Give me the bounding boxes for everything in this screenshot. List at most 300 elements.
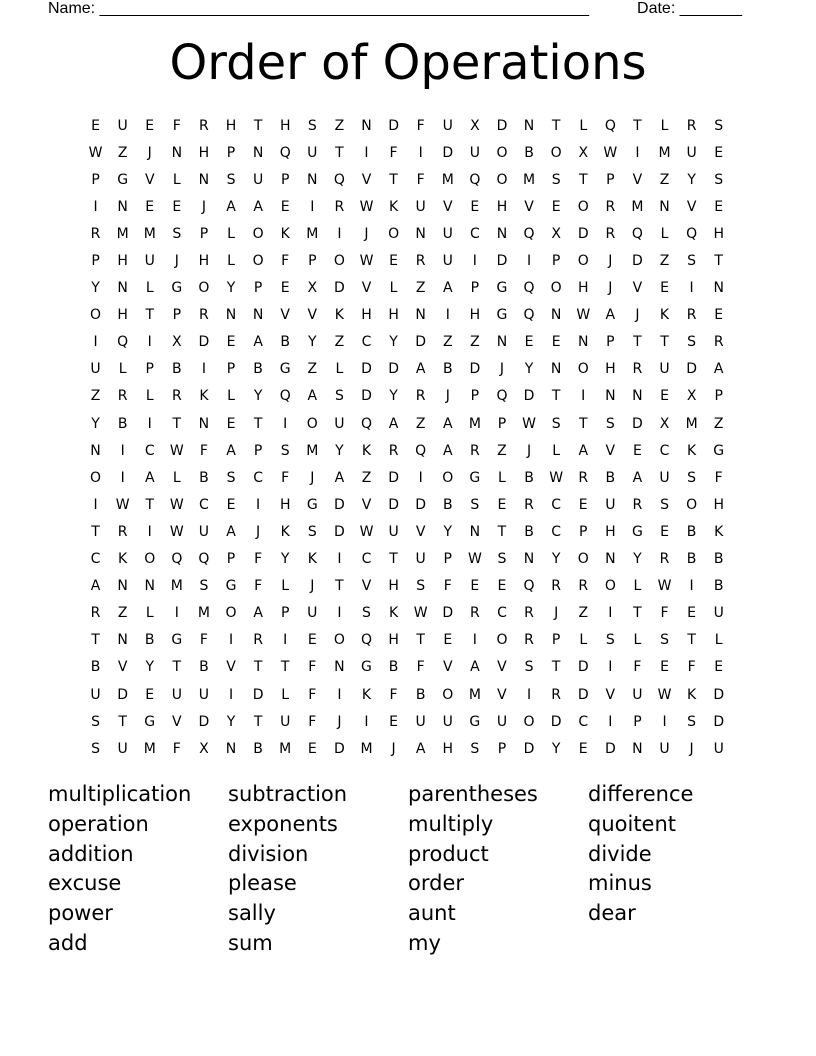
grid-letter: I: [228, 632, 234, 649]
grid-letter: I: [608, 713, 613, 730]
grid-letter: P: [226, 361, 236, 378]
grid-letter: E: [714, 307, 724, 324]
grid-letter: V: [280, 307, 290, 324]
grid-letter: O: [442, 469, 454, 486]
grid-letter: T: [91, 523, 100, 540]
grid-letter: U: [686, 144, 697, 161]
grid-letter: P: [714, 388, 723, 405]
grid-letter: D: [415, 334, 427, 351]
grid-letter: S: [714, 171, 724, 188]
grid-letter: M: [468, 415, 481, 432]
grid-letter: Q: [523, 280, 535, 297]
grid-letter: T: [389, 551, 398, 568]
grid-letter: F: [389, 686, 398, 703]
grid-letter: L: [227, 253, 235, 270]
grid-letter: J: [147, 144, 152, 161]
grid-letter: W: [169, 442, 184, 459]
grid-letter: F: [714, 469, 723, 486]
grid-letter: I: [283, 415, 288, 432]
grid-letter: N: [117, 578, 128, 595]
grid-letter: Y: [253, 388, 263, 405]
grid-letter: S: [497, 551, 507, 568]
grid-letter: V: [686, 198, 697, 215]
grid-letter: L: [281, 578, 290, 595]
grid-letter: Z: [497, 442, 507, 459]
grid-letter: O: [550, 144, 562, 161]
grid-letter: S: [280, 442, 290, 459]
grid-letter: V: [632, 280, 643, 297]
grid-letter: R: [578, 578, 589, 595]
grid-letter: K: [388, 605, 399, 622]
grid-letter: F: [308, 713, 317, 730]
grid-letter: P: [470, 388, 480, 405]
grid-letter: Y: [145, 659, 155, 676]
grid-letter: H: [117, 253, 128, 270]
grid-letter: U: [442, 117, 453, 134]
grid-letter: P: [579, 523, 588, 540]
grid-letter: M: [306, 442, 319, 459]
grid-letter: Q: [523, 225, 535, 242]
grid-letter: A: [442, 280, 453, 297]
grid-letter: E: [714, 198, 724, 215]
grid-letter: R: [90, 605, 101, 622]
grid-letter: R: [469, 605, 480, 622]
grid-letter: A: [226, 442, 236, 459]
grid-letter: E: [470, 198, 480, 215]
grid-letter: T: [118, 713, 127, 730]
grid-letter: N: [252, 144, 264, 161]
grid-letter: T: [578, 415, 588, 432]
grid-letter: T: [253, 117, 263, 134]
grid-letter: N: [550, 307, 562, 324]
grid-letter: Z: [117, 144, 128, 161]
grid-letter: B: [524, 144, 534, 161]
grid-letter: Y: [443, 523, 453, 540]
grid-letter: E: [497, 578, 507, 595]
grid-letter: F: [389, 144, 398, 161]
word-bank-item: divide: [588, 841, 652, 866]
grid-letter: N: [198, 415, 210, 432]
grid-letter: H: [577, 280, 589, 297]
grid-letter: G: [144, 713, 156, 730]
grid-letter: F: [633, 659, 642, 676]
grid-letter: K: [361, 686, 372, 703]
grid-letter: B: [280, 334, 290, 351]
grid-letter: T: [145, 307, 155, 324]
grid-letter: P: [253, 442, 263, 459]
grid-letter: A: [334, 469, 345, 486]
grid-letter: Z: [470, 334, 480, 351]
grid-letter: V: [632, 171, 643, 188]
grid-letter: U: [90, 361, 101, 378]
grid-letter: U: [496, 713, 508, 730]
grid-letter: N: [90, 442, 101, 459]
grid-letter: J: [337, 713, 342, 730]
grid-letter: E: [443, 632, 453, 649]
grid-letter: P: [443, 551, 452, 568]
grid-letter: A: [90, 578, 101, 595]
grid-letter: T: [416, 632, 425, 649]
grid-letter: M: [306, 225, 319, 242]
grid-letter: S: [470, 496, 480, 513]
grid-letter: R: [713, 334, 724, 351]
grid-letter: N: [605, 551, 616, 568]
grid-letter: I: [608, 605, 613, 622]
grid-letter: B: [713, 578, 724, 595]
grid-letter: P: [551, 253, 561, 270]
grid-letter: F: [281, 469, 290, 486]
grid-letter: H: [605, 361, 616, 378]
grid-letter: U: [117, 740, 128, 757]
grid-letter: S: [687, 334, 697, 351]
grid-letter: H: [361, 307, 372, 324]
grid-letter: Q: [469, 171, 481, 188]
grid-letter: O: [496, 632, 508, 649]
grid-letter: H: [469, 307, 481, 324]
grid-letter: J: [554, 605, 559, 622]
grid-letter: J: [689, 740, 694, 757]
grid-letter: G: [225, 578, 237, 595]
grid-letter: O: [252, 253, 264, 270]
grid-letter: I: [93, 198, 98, 215]
word-bank-item: minus: [588, 871, 652, 896]
grid-letter: Z: [361, 469, 372, 486]
grid-letter: E: [632, 442, 642, 459]
grid-letter: O: [442, 686, 454, 703]
grid-letter: A: [578, 442, 589, 459]
grid-letter: Z: [117, 605, 128, 622]
grid-letter: W: [522, 415, 536, 432]
grid-letter: E: [145, 198, 155, 215]
grid-letter: L: [660, 225, 669, 242]
grid-letter: D: [713, 713, 725, 730]
grid-letter: N: [225, 307, 237, 324]
grid-letter: S: [551, 415, 561, 432]
grid-letter: G: [171, 632, 183, 649]
grid-letter: S: [605, 632, 615, 649]
word-bank-item: excuse: [48, 871, 122, 896]
grid-letter: L: [145, 605, 154, 622]
grid-letter: W: [169, 496, 184, 513]
grid-letter: F: [172, 117, 181, 134]
grid-letter: P: [91, 253, 100, 270]
grid-letter: I: [337, 551, 342, 568]
grid-letter: M: [116, 225, 129, 242]
grid-letter: J: [526, 442, 532, 459]
grid-letter: J: [256, 523, 261, 540]
grid-letter: Q: [523, 578, 535, 595]
grid-letter: I: [201, 361, 206, 378]
grid-letter: T: [497, 523, 507, 540]
grid-letter: C: [497, 605, 507, 622]
grid-letter: T: [551, 388, 561, 405]
grid-letter: A: [307, 388, 318, 405]
grid-letter: L: [579, 117, 588, 134]
grid-letter: C: [469, 225, 480, 242]
grid-letter: B: [415, 686, 426, 703]
grid-letter: E: [578, 496, 588, 513]
grid-letter: R: [686, 307, 697, 324]
grid-letter: O: [252, 225, 264, 242]
grid-letter: I: [310, 198, 315, 215]
grid-letter: N: [171, 144, 183, 161]
grid-letter: Y: [633, 551, 642, 568]
grid-letter: R: [605, 225, 616, 242]
header: [48, 0, 742, 20]
grid-letter: I: [337, 686, 342, 703]
grid-letter: F: [416, 659, 425, 676]
grid-letter: Z: [659, 253, 670, 270]
letter-grid: [82, 112, 732, 762]
grid-letter: B: [172, 361, 182, 378]
grid-letter: T: [335, 144, 344, 161]
grid-letter: L: [227, 388, 235, 405]
grid-letter: B: [199, 469, 209, 486]
grid-letter: V: [226, 659, 236, 676]
grid-letter: U: [442, 713, 453, 730]
grid-letter: P: [308, 253, 317, 270]
grid-letter: L: [145, 388, 154, 405]
grid-letter: X: [686, 388, 697, 405]
grid-letter: A: [470, 659, 480, 676]
grid-letter: I: [93, 496, 98, 513]
grid-letter: Y: [524, 361, 534, 378]
grid-letter: Q: [523, 307, 535, 324]
grid-letter: N: [659, 198, 670, 215]
grid-letter: S: [307, 523, 317, 540]
grid-letter: Q: [171, 551, 183, 568]
grid-letter: D: [550, 713, 562, 730]
grid-letter: T: [335, 578, 344, 595]
grid-letter: D: [442, 144, 454, 161]
grid-letter: N: [577, 334, 589, 351]
grid-letter: K: [199, 388, 209, 405]
grid-letter: L: [172, 171, 181, 188]
grid-letter: A: [442, 415, 453, 432]
grid-letter: X: [551, 225, 561, 242]
grid-letter: H: [605, 523, 616, 540]
grid-letter: D: [361, 388, 372, 405]
grid-letter: N: [632, 388, 643, 405]
grid-letter: F: [443, 578, 452, 595]
grid-letter: Q: [631, 225, 643, 242]
grid-letter: U: [334, 415, 345, 432]
grid-letter: K: [280, 523, 290, 540]
grid-letter: U: [388, 523, 399, 540]
grid-letter: K: [361, 442, 372, 459]
grid-letter: U: [307, 144, 318, 161]
grid-letter: V: [144, 171, 155, 188]
grid-letter: Y: [91, 280, 100, 297]
grid-letter: H: [279, 117, 291, 134]
grid-letter: O: [686, 496, 698, 513]
grid-letter: M: [279, 740, 292, 757]
grid-letter: V: [605, 442, 616, 459]
grid-letter: B: [253, 740, 263, 757]
grid-letter: J: [608, 253, 613, 270]
grid-letter: S: [226, 171, 236, 188]
grid-letter: E: [91, 117, 100, 134]
grid-letter: I: [337, 605, 342, 622]
grid-letter: S: [687, 713, 697, 730]
grid-letter: O: [90, 469, 102, 486]
grid-letter: V: [117, 659, 128, 676]
grid-letter: P: [91, 171, 100, 188]
grid-letter: D: [523, 740, 535, 757]
grid-letter: T: [633, 334, 642, 351]
grid-letter: E: [307, 740, 317, 757]
grid-letter: I: [581, 388, 586, 405]
grid-letter: U: [659, 361, 670, 378]
grid-letter: M: [658, 144, 671, 161]
grid-letter: A: [253, 198, 263, 215]
grid-letter: Z: [415, 280, 426, 297]
grid-letter: Q: [360, 415, 372, 432]
grid-letter: K: [659, 307, 670, 324]
grid-letter: D: [198, 713, 210, 730]
grid-letter: E: [551, 198, 561, 215]
grid-letter: L: [660, 117, 669, 134]
grid-letter: Y: [389, 388, 398, 405]
grid-letter: R: [199, 307, 209, 324]
grid-letter: S: [91, 713, 100, 730]
grid-letter: U: [659, 469, 670, 486]
grid-letter: V: [524, 198, 534, 215]
grid-letter: F: [199, 632, 208, 649]
grid-letter: N: [713, 280, 724, 297]
grid-letter: E: [578, 740, 588, 757]
grid-letter: B: [713, 551, 724, 568]
grid-letter: V: [497, 686, 507, 703]
grid-letter: U: [280, 713, 291, 730]
grid-letter: B: [117, 415, 128, 432]
grid-letter: Y: [389, 334, 398, 351]
grid-letter: D: [442, 605, 454, 622]
grid-letter: Y: [551, 740, 561, 757]
grid-letter: R: [388, 442, 399, 459]
grid-letter: H: [279, 496, 291, 513]
grid-letter: W: [657, 686, 672, 703]
grid-letter: R: [117, 388, 128, 405]
grid-letter: J: [445, 388, 450, 405]
grid-letter: L: [633, 632, 642, 649]
word-bank-item: multiply: [408, 811, 494, 836]
grid-letter: G: [469, 713, 481, 730]
grid-letter: H: [713, 496, 724, 513]
grid-letter: Q: [117, 334, 129, 351]
grid-letter: V: [605, 686, 616, 703]
grid-letter: W: [359, 253, 374, 270]
word-bank-item: difference: [588, 782, 694, 806]
grid-letter: Q: [279, 144, 291, 161]
grid-letter: H: [442, 740, 454, 757]
grid-letter: F: [199, 442, 208, 459]
grid-letter: J: [310, 578, 315, 595]
grid-letter: R: [524, 632, 534, 649]
grid-letter: T: [660, 334, 669, 351]
grid-letter: V: [361, 578, 372, 595]
grid-letter: D: [632, 253, 643, 270]
grid-letter: A: [713, 361, 724, 378]
grid-letter: H: [713, 225, 724, 242]
grid-letter: Y: [226, 280, 236, 297]
grid-letter: N: [198, 171, 210, 188]
grid-letter: P: [199, 225, 209, 242]
grid-letter: M: [441, 171, 454, 188]
grid-letter: M: [360, 740, 373, 757]
grid-letter: Y: [687, 171, 696, 188]
word-bank-item: add: [48, 930, 88, 955]
grid-letter: Z: [713, 415, 724, 432]
word-bank-item: parentheses: [408, 782, 538, 806]
grid-letter: R: [90, 225, 101, 242]
grid-letter: B: [90, 659, 101, 676]
grid-letter: C: [659, 442, 670, 459]
grid-letter: D: [388, 117, 399, 134]
grid-letter: D: [334, 496, 345, 513]
grid-letter: S: [199, 578, 209, 595]
grid-letter: M: [468, 686, 481, 703]
grid-letter: O: [604, 578, 616, 595]
grid-letter: N: [523, 551, 535, 568]
grid-letter: D: [334, 740, 345, 757]
grid-letter: I: [662, 713, 667, 730]
grid-letter: R: [415, 253, 426, 270]
grid-letter: M: [170, 578, 183, 595]
grid-letter: X: [307, 280, 318, 297]
grid-letter: R: [659, 551, 670, 568]
grid-letter: B: [524, 523, 534, 540]
grid-letter: X: [199, 740, 209, 757]
grid-letter: F: [308, 686, 317, 703]
grid-letter: D: [361, 361, 372, 378]
grid-letter: A: [415, 740, 426, 757]
grid-letter: T: [172, 659, 182, 676]
grid-letter: T: [714, 253, 723, 270]
grid-letter: E: [172, 198, 182, 215]
grid-letter: N: [252, 307, 264, 324]
grid-letter: P: [172, 307, 182, 324]
grid-letter: K: [687, 442, 697, 459]
grid-letter: R: [578, 469, 589, 486]
grid-letter: L: [335, 361, 344, 378]
grid-letter: Z: [442, 334, 453, 351]
grid-letter: P: [253, 280, 263, 297]
grid-letter: I: [147, 523, 152, 540]
grid-letter: D: [577, 225, 589, 242]
grid-letter: P: [470, 280, 480, 297]
grid-letter: Z: [307, 361, 318, 378]
grid-letter: I: [120, 469, 125, 486]
grid-letter: U: [117, 117, 128, 134]
grid-letter: X: [659, 415, 670, 432]
grid-letter: V: [307, 307, 318, 324]
grid-letter: Z: [90, 388, 101, 405]
grid-letter: I: [472, 253, 477, 270]
grid-letter: F: [254, 551, 263, 568]
grid-letter: Z: [659, 171, 670, 188]
grid-letter: Y: [551, 551, 561, 568]
grid-letter: R: [334, 198, 345, 215]
grid-letter: S: [362, 605, 371, 622]
word-bank-item: please: [228, 871, 297, 896]
grid-letter: K: [118, 551, 128, 568]
grid-letter: I: [174, 605, 179, 622]
grid-letter: G: [117, 171, 129, 188]
grid-letter: D: [632, 415, 643, 432]
grid-letter: I: [120, 442, 125, 459]
grid-letter: D: [117, 686, 129, 703]
